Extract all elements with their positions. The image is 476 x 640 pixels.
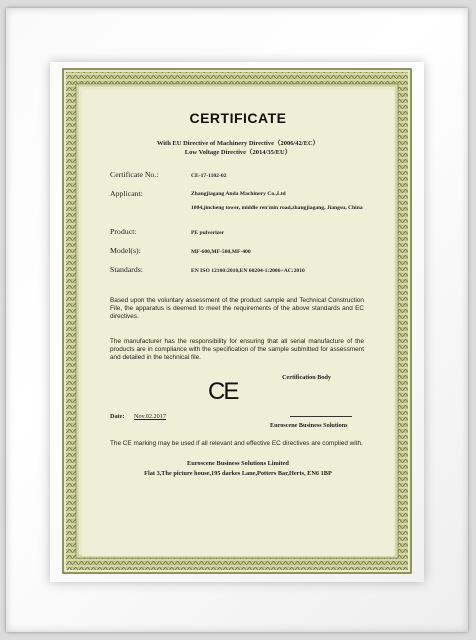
manufacturer-paragraph: The manufacturer has the responsibility for ensuring that all serial manufacture of the products are in compliance with the specification of the sample submitted for assessment and detailed in the technical file. — [110, 338, 364, 362]
date-label: Date: — [110, 413, 125, 420]
footer-address: Flat 3,The picture house,195 darkes Lane,Potters Bar,Herts, EN6 1BP — [144, 470, 332, 477]
applicant-address: 1004,jincheng tower, middle ren'min road,zhangjiagang, Jiangsu, China — [191, 205, 363, 211]
signature-line — [290, 416, 352, 417]
certificate-title: CERTIFICATE — [189, 110, 287, 126]
ce-mark: CE — [208, 378, 238, 405]
certificate-no-label: Certificate No.: — [110, 170, 159, 179]
certification-body-label: Certification Body — [282, 374, 331, 381]
applicant-label: Applicant: — [110, 189, 143, 198]
applicant-name: Zhangjiagang Anda Machinery Co.,Ltd — [191, 191, 286, 197]
product-label: Product: — [110, 227, 137, 236]
date-value: Nov.02.2017 — [134, 413, 166, 420]
certificate-no-value: CE-17-1102-02 — [191, 173, 227, 179]
directive-line-2: Low Voltage Directive（2014/35/EU） — [184, 149, 292, 156]
standards-label: Standards: — [110, 265, 143, 274]
standards-value: EN ISO 12100:2010,EN 60204-1:2006+AC:2010 — [191, 268, 305, 274]
models-label: Model(s): — [110, 246, 141, 255]
certificate-content — [82, 90, 394, 556]
product-value: PE pulverizer — [191, 230, 225, 236]
models-value: MF-600,MF-500,MF-400 — [191, 249, 251, 255]
signatory-name: Euroscene Business Solutions — [270, 422, 348, 429]
ce-marking-paragraph: The CE marking may be used if all relevant and effective EC directives are complied with. — [110, 440, 363, 447]
footer-company-name: Euroscene Business Solutions Limited — [187, 460, 289, 467]
assessment-paragraph: Based upon the voluntary assessment of the product sample and Technical Construction File, the apparatus is deemed to meet the requirements of the above standards and EC directives. — [110, 297, 364, 321]
directive-line-1: With EU Directive of Machinery Directive（2006/42/EC） — [156, 140, 320, 147]
